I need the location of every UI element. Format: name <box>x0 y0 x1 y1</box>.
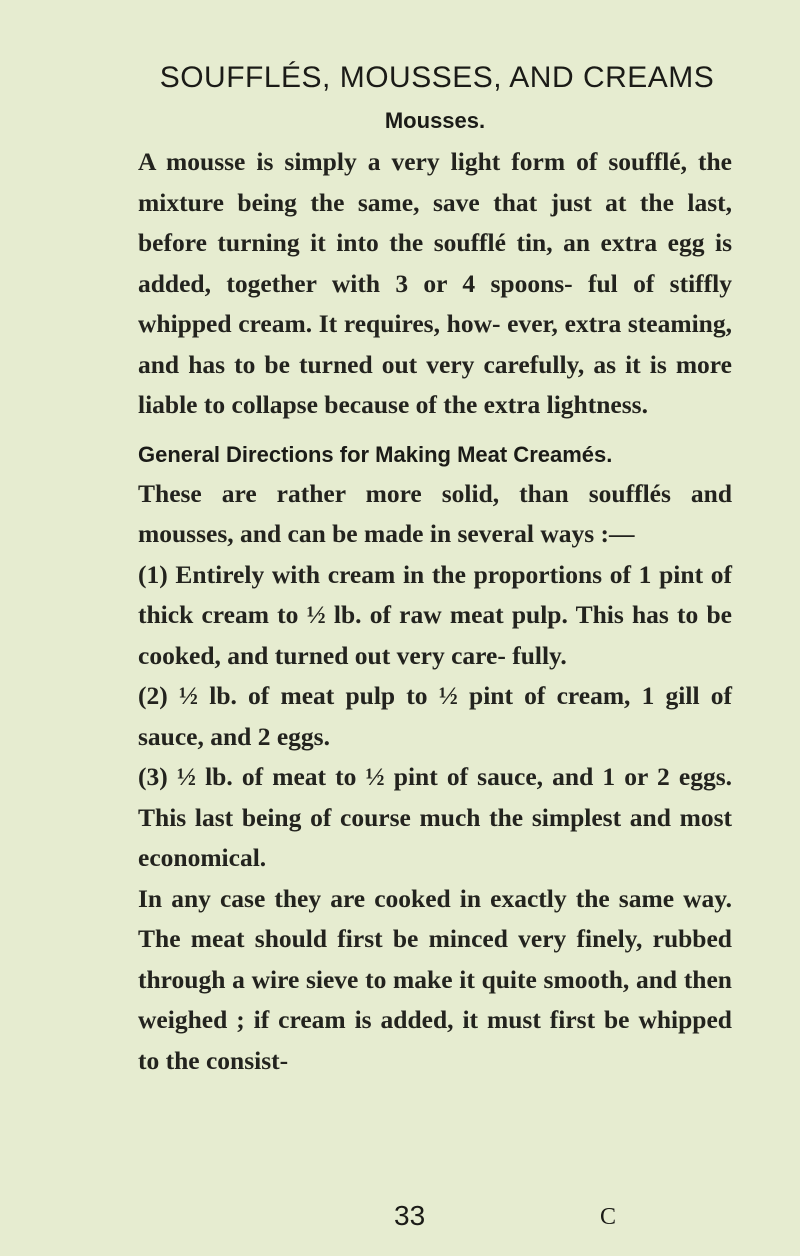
body-paragraph: (2) ½ lb. of meat pulp to ½ pint of cream, 1 gill of sauce, and 2 eggs. <box>138 681 732 751</box>
running-head: SOUFFLÉS, MOUSSES, AND CREAMS <box>159 61 715 94</box>
body-paragraph: (1) Entirely with cream in the proportions of 1 pint of thick cream to ½ lb. of raw meat pulp. This has to be cooked, and turned out very care- fully. <box>138 559 732 670</box>
mousses-paragraph: A mousse is simply a very light form of soufflé, the mixture being the same, save that just at the last, before turning it into the soufflé tin, an extra egg is added, together with 3 or 4 spoons- ful of stiffly whipped cream. It requires, how- ever, extra steaming, and has to be turned out very carefully, as it is more liable to collapse because of the extra lightness. <box>138 147 732 419</box>
section-heading-meat-creames: General Directions for Making Meat Creamés. <box>138 441 613 467</box>
signature-mark: C <box>600 1204 617 1230</box>
body-paragraph: These are rather more solid, than soufflés and mousses, and can be made in several ways :— <box>138 478 732 548</box>
body-paragraph: (3) ½ lb. of meat to ½ pint of sauce, and 1 or 2 eggs. This last being of course much the simplest and most economical. <box>138 762 732 872</box>
page-number: 33 <box>394 1200 426 1231</box>
section-heading-mousses: Mousses. <box>384 108 486 133</box>
body-paragraph: In any case they are cooked in exactly the same way. The meat should first be minced very finely, rubbed through a wire sieve to make it quite smooth, and then weighed ; if cream is added, it must first be whipped to the consist- <box>138 883 732 1075</box>
page-footer <box>0 1200 800 1240</box>
